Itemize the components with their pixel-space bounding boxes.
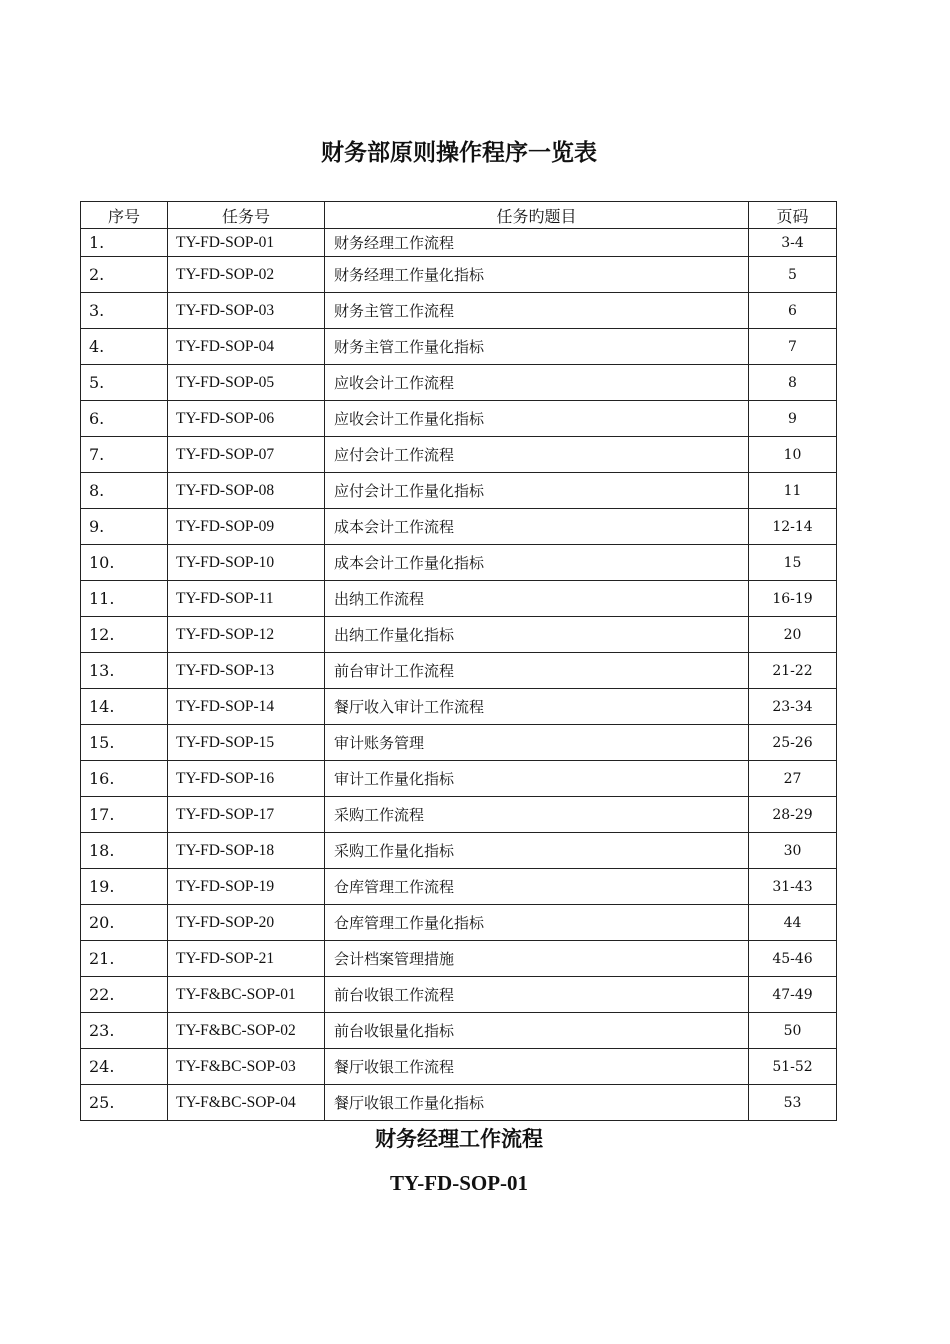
task-topic: 出纳工作量化指标 bbox=[325, 617, 749, 653]
page-range: 27 bbox=[749, 761, 837, 797]
table-row bbox=[81, 977, 837, 1013]
row-number: 20. bbox=[81, 905, 168, 941]
table-row bbox=[81, 509, 837, 545]
table-row bbox=[81, 761, 837, 797]
page-range: 53 bbox=[749, 1085, 837, 1121]
table-row bbox=[81, 229, 837, 257]
task-topic: 餐厅收入审计工作流程 bbox=[325, 689, 749, 725]
task-topic: 审计工作量化指标 bbox=[325, 761, 749, 797]
task-topic: 财务主管工作量化指标 bbox=[325, 329, 749, 365]
header-no: 序号 bbox=[81, 202, 168, 229]
task-code: TY-FD-SOP-20 bbox=[168, 905, 325, 941]
row-number: 14. bbox=[81, 689, 168, 725]
table-row bbox=[81, 833, 837, 869]
task-code: TY-FD-SOP-21 bbox=[168, 941, 325, 977]
table-row bbox=[81, 581, 837, 617]
page-range: 47-49 bbox=[749, 977, 837, 1013]
table-row bbox=[81, 545, 837, 581]
task-topic: 财务经理工作量化指标 bbox=[325, 257, 749, 293]
task-topic: 会计档案管理措施 bbox=[325, 941, 749, 977]
task-code: TY-FD-SOP-03 bbox=[168, 293, 325, 329]
section-code: TY-FD-SOP-01 bbox=[389, 1171, 529, 1195]
task-code: TY-FD-SOP-11 bbox=[168, 581, 325, 617]
task-topic: 审计账务管理 bbox=[325, 725, 749, 761]
header-code: 任务号 bbox=[168, 202, 325, 229]
page-range: 12-14 bbox=[749, 509, 837, 545]
task-topic: 仓库管理工作量化指标 bbox=[325, 905, 749, 941]
task-topic: 成本会计工作流程 bbox=[325, 509, 749, 545]
page-range: 6 bbox=[749, 293, 837, 329]
table-row bbox=[81, 869, 837, 905]
page-range: 15 bbox=[749, 545, 837, 581]
page-range: 5 bbox=[749, 257, 837, 293]
page-range: 44 bbox=[749, 905, 837, 941]
task-topic: 应付会计工作流程 bbox=[325, 437, 749, 473]
row-number: 17. bbox=[81, 797, 168, 833]
table-row bbox=[81, 797, 837, 833]
task-topic: 餐厅收银工作量化指标 bbox=[325, 1085, 749, 1121]
task-topic: 采购工作量化指标 bbox=[325, 833, 749, 869]
row-number: 13. bbox=[81, 653, 168, 689]
header-page: 页码 bbox=[749, 202, 837, 229]
row-number: 1. bbox=[81, 229, 168, 257]
page-range: 30 bbox=[749, 833, 837, 869]
table-row bbox=[81, 941, 837, 977]
row-number: 5. bbox=[81, 365, 168, 401]
task-code: TY-F&BC-SOP-01 bbox=[168, 977, 325, 1013]
task-code: TY-FD-SOP-02 bbox=[168, 257, 325, 293]
task-code: TY-FD-SOP-07 bbox=[168, 437, 325, 473]
row-number: 4. bbox=[81, 329, 168, 365]
row-number: 22. bbox=[81, 977, 168, 1013]
row-number: 21. bbox=[81, 941, 168, 977]
row-number: 6. bbox=[81, 401, 168, 437]
task-topic: 应付会计工作量化指标 bbox=[325, 473, 749, 509]
row-number: 18. bbox=[81, 833, 168, 869]
page-range: 23-34 bbox=[749, 689, 837, 725]
task-topic: 采购工作流程 bbox=[325, 797, 749, 833]
task-topic: 成本会计工作量化指标 bbox=[325, 545, 749, 581]
row-number: 24. bbox=[81, 1049, 168, 1085]
row-number: 11. bbox=[81, 581, 168, 617]
row-number: 23. bbox=[81, 1013, 168, 1049]
table-row bbox=[81, 437, 837, 473]
task-code: TY-FD-SOP-06 bbox=[168, 401, 325, 437]
table-body bbox=[81, 229, 837, 1121]
task-code: TY-FD-SOP-01 bbox=[168, 229, 325, 257]
table-row bbox=[81, 689, 837, 725]
task-code: TY-FD-SOP-14 bbox=[168, 689, 325, 725]
task-code: TY-FD-SOP-13 bbox=[168, 653, 325, 689]
table-row bbox=[81, 1085, 837, 1121]
task-topic: 仓库管理工作流程 bbox=[325, 869, 749, 905]
row-number: 7. bbox=[81, 437, 168, 473]
table-header-row bbox=[81, 202, 837, 229]
page-range: 50 bbox=[749, 1013, 837, 1049]
row-number: 16. bbox=[81, 761, 168, 797]
table-row bbox=[81, 1049, 837, 1085]
page-range: 8 bbox=[749, 365, 837, 401]
task-code: TY-FD-SOP-05 bbox=[168, 365, 325, 401]
task-code: TY-FD-SOP-09 bbox=[168, 509, 325, 545]
task-topic: 应收会计工作流程 bbox=[325, 365, 749, 401]
sop-index-table bbox=[80, 201, 837, 1121]
page-range: 3-4 bbox=[749, 229, 837, 257]
section-title: 财务经理工作流程 bbox=[375, 1126, 543, 1151]
task-code: TY-FD-SOP-17 bbox=[168, 797, 325, 833]
task-code: TY-FD-SOP-08 bbox=[168, 473, 325, 509]
page-range: 31-43 bbox=[749, 869, 837, 905]
task-topic: 餐厅收银工作流程 bbox=[325, 1049, 749, 1085]
page-range: 20 bbox=[749, 617, 837, 653]
table-row bbox=[81, 401, 837, 437]
row-number: 25. bbox=[81, 1085, 168, 1121]
task-topic: 财务经理工作流程 bbox=[325, 229, 749, 257]
table-row bbox=[81, 293, 837, 329]
table-row bbox=[81, 1013, 837, 1049]
table-row bbox=[81, 617, 837, 653]
row-number: 12. bbox=[81, 617, 168, 653]
task-code: TY-F&BC-SOP-03 bbox=[168, 1049, 325, 1085]
page-range: 7 bbox=[749, 329, 837, 365]
task-code: TY-FD-SOP-15 bbox=[168, 725, 325, 761]
row-number: 8. bbox=[81, 473, 168, 509]
row-number: 3. bbox=[81, 293, 168, 329]
task-topic: 出纳工作流程 bbox=[325, 581, 749, 617]
table-row bbox=[81, 725, 837, 761]
task-code: TY-FD-SOP-04 bbox=[168, 329, 325, 365]
page-range: 10 bbox=[749, 437, 837, 473]
task-code: TY-F&BC-SOP-02 bbox=[168, 1013, 325, 1049]
row-number: 19. bbox=[81, 869, 168, 905]
page-range: 21-22 bbox=[749, 653, 837, 689]
table-row bbox=[81, 653, 837, 689]
task-code: TY-FD-SOP-18 bbox=[168, 833, 325, 869]
page-range: 51-52 bbox=[749, 1049, 837, 1085]
row-number: 15. bbox=[81, 725, 168, 761]
page-range: 45-46 bbox=[749, 941, 837, 977]
task-topic: 财务主管工作流程 bbox=[325, 293, 749, 329]
row-number: 9. bbox=[81, 509, 168, 545]
header-topic: 任务旳题目 bbox=[325, 202, 749, 229]
page-range: 28-29 bbox=[749, 797, 837, 833]
task-topic: 应收会计工作量化指标 bbox=[325, 401, 749, 437]
page-range: 25-26 bbox=[749, 725, 837, 761]
table-row bbox=[81, 473, 837, 509]
task-topic: 前台审计工作流程 bbox=[325, 653, 749, 689]
table-row bbox=[81, 257, 837, 293]
task-topic: 前台收银工作流程 bbox=[325, 977, 749, 1013]
page-title: 财务部原则操作程序一览表 bbox=[321, 140, 597, 166]
task-topic: 前台收银量化指标 bbox=[325, 1013, 749, 1049]
row-number: 10. bbox=[81, 545, 168, 581]
task-code: TY-F&BC-SOP-04 bbox=[168, 1085, 325, 1121]
task-code: TY-FD-SOP-10 bbox=[168, 545, 325, 581]
task-code: TY-FD-SOP-16 bbox=[168, 761, 325, 797]
page-range: 11 bbox=[749, 473, 837, 509]
task-code: TY-FD-SOP-19 bbox=[168, 869, 325, 905]
task-code: TY-FD-SOP-12 bbox=[168, 617, 325, 653]
table-row bbox=[81, 365, 837, 401]
page-range: 9 bbox=[749, 401, 837, 437]
page-range: 16-19 bbox=[749, 581, 837, 617]
table-row bbox=[81, 905, 837, 941]
row-number: 2. bbox=[81, 257, 168, 293]
table-row bbox=[81, 329, 837, 365]
